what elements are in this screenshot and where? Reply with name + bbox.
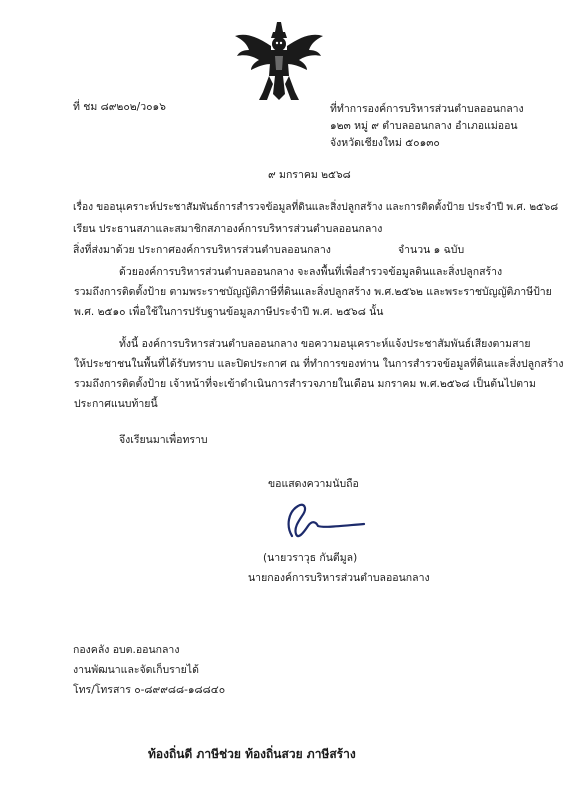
address-line: ที่ทำการองค์การบริหารส่วนตำบลออนกลาง bbox=[330, 103, 524, 115]
paragraph-line: ประกาศแนบท้ายนี้ bbox=[74, 398, 158, 410]
paragraph-line: พ.ศ. ๒๕๑๐ เพื่อใช้ในการปรับฐานข้อมูลภาษีประจำปี พ.ศ. ๒๕๖๘ นั้น bbox=[74, 306, 384, 318]
garuda-emblem-icon bbox=[233, 20, 325, 102]
letter-recipient: เรียน ประธานสภาและสมาชิกสภาองค์การบริหารส่วนตำบลออนกลาง bbox=[73, 223, 383, 235]
paragraph-line: รวมถึงการติดตั้งป้าย เจ้าหน้าที่จะเข้าดำเนินการสำรวจภายในเดือน มกราคม พ.ศ.๒๕๖๘ เป็นต้นไปตาม bbox=[74, 378, 536, 390]
paragraph-line: รวมถึงการติดตั้งป้าย ตามพระราชบัญญัติภาษีที่ดินและสิ่งปลูกสร้าง พ.ศ.๒๕๖๒ และพระราชบัญญัติภาษีป้าย bbox=[74, 286, 552, 298]
enclosure-label: สิ่งที่ส่งมาด้วย ประกาศองค์การบริหารส่วนตำบลออนกลาง bbox=[73, 244, 331, 256]
paragraph-line: ด้วยองค์การบริหารส่วนตำบลออนกลาง จะลงพื้นที่เพื่อสำรวจข้อมูลดินและสิ่งปลูกสร้าง bbox=[119, 266, 503, 278]
reference-number: ที่ ชม ๘๙๒๐๒/ว๐๑๖ bbox=[73, 101, 166, 113]
enclosure-count: จำนวน ๑ ฉบับ bbox=[398, 244, 465, 256]
regards-line: ขอแสดงความนับถือ bbox=[268, 478, 359, 490]
paragraph-line: ให้ประชาชนในพื้นที่ได้รับทราบ และปิดประกาศ ณ ที่ทำการของท่าน ในการสำรวจข้อมูลที่ดินและสิ่งปลูกสร้าง bbox=[74, 358, 564, 370]
handwritten-signature bbox=[278, 498, 368, 548]
contact-unit: งานพัฒนาและจัดเก็บรายได้ bbox=[73, 664, 199, 676]
signatory-name: (นายวราวุธ กันตีมูล) bbox=[263, 552, 358, 564]
address-line: ๑๒๓ หมู่ ๙ ตำบลออนกลาง อำเภอแม่ออน bbox=[330, 120, 518, 132]
closing-line: จึงเรียนมาเพื่อทราบ bbox=[119, 434, 208, 446]
body-paragraph-1 bbox=[74, 262, 552, 322]
body-paragraph-2 bbox=[74, 334, 564, 414]
letter-date: ๙ มกราคม ๒๕๖๘ bbox=[268, 169, 351, 181]
contact-block bbox=[73, 640, 225, 700]
address-line: จังหวัดเชียงใหม่ ๕๐๑๓๐ bbox=[330, 137, 440, 149]
signatory-position: นายกองค์การบริหารส่วนตำบลออนกลาง bbox=[248, 572, 430, 584]
paragraph-line: ทั้งนี้ องค์การบริหารส่วนตำบลออนกลาง ขอความอนุเคราะห์แจ้งประชาสัมพันธ์เสียงตามสาย bbox=[119, 338, 531, 350]
footer-slogan: ท้องถิ่นดี ภาษีช่วย ท้องถิ่นสวย ภาษีสร้าง bbox=[148, 747, 356, 761]
letter-subject: เรื่อง ขออนุเคราะห์ประชาสัมพันธ์การสำรวจข้อมูลที่ดินและสิ่งปลูกสร้าง และการติดตั้งป้าย ประจำปี พ.ศ. ๒๕๖๘ bbox=[73, 202, 559, 213]
contact-division: กองคลัง อบต.ออนกลาง bbox=[73, 644, 180, 656]
contact-phone: โทร/โทรสาร ๐-๘๙๙๘๘-๑๘๘๔๐ bbox=[73, 684, 226, 696]
sender-address bbox=[330, 101, 524, 152]
